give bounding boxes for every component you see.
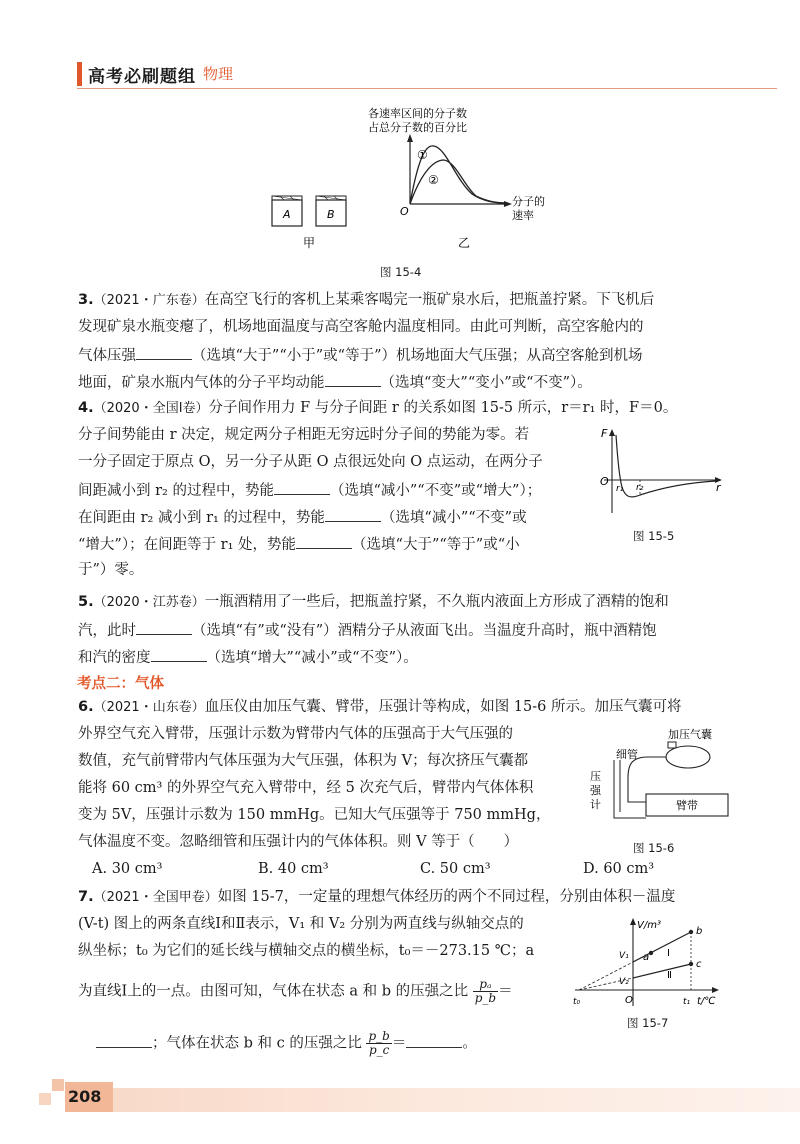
footer-band [100, 1088, 800, 1112]
force-curve [616, 435, 716, 497]
q7-equals-1: ＝ [498, 983, 513, 1000]
sub-label-yi: 乙 [458, 236, 471, 250]
q4-blank-1[interactable] [274, 480, 330, 495]
q6-option-b[interactable]: B. 40 cm³ [258, 861, 329, 877]
q5-blank-2[interactable] [151, 647, 207, 662]
q4-text-4a: 间距减小到 r₂ 的过程中，势能 [78, 483, 274, 499]
q3-text-4a: 地面，矿泉水瓶内气体的分子平均动能 [78, 375, 325, 391]
section-heading-gas: 考点二：气体 [77, 676, 164, 692]
q3-line4 [78, 372, 592, 392]
q7-blank-2[interactable] [406, 1033, 462, 1048]
r1-label: r₁ [616, 484, 624, 494]
q5-text-3a: 和汽的密度 [78, 650, 151, 666]
y-axis-label-line2: 占总分子数的百分比 [368, 121, 467, 134]
q6-option-c[interactable]: C. 50 cm³ [420, 861, 491, 877]
bulb-label: 加压气囊 [668, 728, 712, 741]
o-label: O [600, 475, 609, 488]
q4-line6 [78, 534, 520, 554]
q5-blank-1[interactable] [136, 620, 192, 635]
r2-label: r₂ [636, 483, 644, 493]
q4-source: （2020・全国Ⅰ卷） [93, 401, 209, 416]
q7-fraction-bc [366, 1030, 391, 1057]
q4-text-6a: “增大”）；在间距等于 r₁ 处，势能 [78, 537, 297, 553]
bulb-valve [668, 742, 676, 748]
footer-decor-square-1 [52, 1079, 64, 1091]
line-ii [633, 964, 691, 978]
q4-number: 4. [78, 400, 94, 416]
q4-text-5b: （选填“减小”“不变”或 [380, 510, 527, 526]
q4-text-6b: （选填“大于”“等于”或“小 [352, 537, 520, 553]
q7-period: 。 [462, 1035, 477, 1052]
curve-1-label: ① [417, 148, 428, 162]
q5-text-2a: 汽，此时 [78, 623, 136, 639]
line-i [633, 932, 691, 962]
q7-source: （2021・全国甲卷） [93, 890, 218, 905]
q5-line3 [78, 647, 418, 667]
box-b [316, 196, 346, 226]
q3-blank-2[interactable] [325, 372, 381, 387]
line-i-label: Ⅰ [667, 948, 670, 959]
q4-line3: 一分子固定于原点 O，另一分子从距 O 点很远处向 O 点运动，在两分子 [78, 454, 543, 470]
x-axis-label-line1: 分子的 [512, 195, 545, 208]
tube-label: 细管 [616, 748, 638, 761]
q3-number: 3. [78, 292, 94, 308]
figure-15-7-caption: 图 15-7 [627, 1016, 669, 1030]
q5-text-2b: （选填“有”或“没有”）酒精分子从液面飞出。当温度升高时，瓶中酒精饱 [192, 623, 657, 639]
footer-decor-square-2 [39, 1093, 51, 1105]
page-number: 208 [68, 1087, 102, 1106]
q6-line6: 气体温度不变。忽略细管和压强计内的气体体积。则 V 等于（ ） [78, 834, 519, 850]
header-rule [77, 88, 777, 89]
q7-frac2-numerator: p_b [368, 1029, 390, 1043]
t-axis-label: t/℃ [697, 996, 716, 1007]
point-a [649, 951, 653, 955]
figure-15-4-caption: 图 15-4 [380, 265, 422, 279]
q3-text-3a: 气体压强 [78, 348, 136, 364]
v-axis-label: V/m³ [637, 920, 661, 931]
q4-text-5a: 在间距由 r₂ 减小到 r₁ 的过程中，势能 [78, 510, 325, 526]
q6-line4: 能将 60 cm³ 的外界空气充入臂带中，经 5 次充气后，臂带内气体体积 [78, 780, 534, 796]
q3-blank-1[interactable] [136, 345, 192, 360]
header-subject: 物理 [203, 65, 234, 83]
origin-label: O [400, 205, 409, 218]
figure-15-7 [565, 912, 735, 1012]
q5-line1 [78, 593, 669, 612]
x-axis-arrow [504, 201, 512, 207]
t1-label: t₁ [683, 997, 691, 1007]
q7-line5 [96, 1030, 477, 1057]
q3-source: （2021・广东卷） [93, 293, 205, 308]
q7-line1 [78, 888, 675, 907]
q7-frac2-denominator: p_c [368, 1043, 390, 1057]
bulb-shape [666, 746, 710, 768]
figure-15-5-caption: 图 15-5 [633, 529, 675, 543]
q4-text-4b: （选填“减小”“不变”或“增大”）； [329, 483, 542, 499]
q6-line1 [78, 698, 682, 717]
q6-option-d[interactable]: D. 60 cm³ [583, 861, 655, 877]
figure-15-5 [598, 425, 728, 520]
q4-line7: 于”）零。 [78, 562, 144, 578]
y-axis-arrow [407, 134, 413, 142]
q6-text-1: 血压仪由加压气囊、臂带，压强计等构成，如图 15-6 所示。加压气囊可将 [204, 699, 682, 715]
q6-line5: 变为 5V，压强计示数为 150 mmHg。已知大气压强等于 750 mmHg， [78, 807, 551, 823]
q4-line2: 分子间势能由 r 决定，规定两分子相距无穷远时分子间的势能为零。若 [78, 427, 530, 443]
point-c-label: c [696, 959, 702, 970]
q7-text-5a: ；气体在状态 b 和 c 的压强之比 [152, 1035, 362, 1052]
q3-text-3b: （选填“大于”“小于”或“等于”）机场地面大气压强；从高空客舱到机场 [192, 348, 643, 364]
q6-line3: 数值，充气前臂带内气体压强为大气压强，体积为 V；每次挤压气囊都 [78, 753, 529, 769]
q7-text-4a: 为直线Ⅰ上的一点。由图可知，气体在状态 a 和 b 的压强之比 [78, 983, 469, 1000]
gauge-label-1: 压 [590, 770, 601, 783]
line-ii-label: Ⅱ [667, 970, 672, 981]
curve-2 [410, 160, 506, 204]
point-b-label: b [696, 926, 703, 937]
q4-line4 [78, 480, 541, 500]
q7-fraction-ab [473, 978, 498, 1005]
point-a-label: a [643, 952, 650, 963]
q7-blank-1[interactable] [96, 1033, 152, 1048]
q5-text-1: 一瓶酒精用了一些后，把瓶盖拧紧，不久瓶内液面上方形成了酒精的饱和 [204, 594, 669, 610]
f-label: F [601, 427, 608, 440]
header-title: 高考必刷题组 [88, 67, 196, 87]
t-axis-arrow [712, 987, 719, 993]
q4-blank-2[interactable] [325, 507, 381, 522]
q7-frac1-numerator: pₐ [473, 978, 498, 992]
f-axis-arrow [609, 429, 615, 436]
q4-line5 [78, 507, 527, 527]
q3-line3 [78, 345, 642, 365]
q7-frac1-denominator: p_b [474, 991, 497, 1005]
q4-blank-3[interactable] [296, 534, 352, 549]
r-label: r [716, 481, 721, 494]
q3-line2: 发现矿泉水瓶变瘪了，机场地面温度与高空客舱内温度相同。由此可判断，高空客舱内的 [78, 319, 644, 335]
q5-source: （2020・江苏卷） [93, 595, 205, 610]
q5-line2 [78, 620, 657, 640]
q7-line2: (V-t) 图上的两条直线Ⅰ和Ⅱ表示，V₁ 和 V₂ 分别为两直线与纵轴交点的 [78, 916, 524, 932]
q6-number: 6. [78, 699, 94, 715]
point-c [689, 962, 693, 966]
sub-label-jia: 甲 [303, 236, 316, 250]
q5-text-3b: （选填“增大”“减小”或“不变”）。 [206, 650, 418, 666]
origin-label-157: O [625, 995, 633, 1006]
gauge-label-3: 计 [590, 798, 601, 811]
q6-source: （2021・山东卷） [93, 700, 205, 715]
q6-option-a[interactable]: A. 30 cm³ [92, 861, 163, 877]
v2-label: V₂ [619, 977, 629, 987]
q7-line3: 纵坐标；t₀ 为它们的延长线与横轴交点的横坐标，t₀＝－273.15 ℃；a [78, 943, 535, 959]
q3-line1 [78, 291, 654, 310]
q7-line4 [78, 978, 513, 1005]
box-a [272, 196, 302, 226]
header-accent-bar [77, 62, 82, 86]
gauge-tube-bottom [614, 812, 646, 818]
q4-text-1: 分子间作用力 F 与分子间距 r 的关系如图 15-5 所示，r＝r₁ 时，F＝0。 [208, 400, 678, 416]
box-a-label: A [283, 208, 291, 221]
q3-text-1: 在高空飞行的客机上某乘客喝完一瓶矿泉水后，把瓶盖拧紧。下飞机后 [204, 292, 655, 308]
q6-line2: 外界空气充入臂带，压强计示数为臂带内气体的压强高于大气压强的 [78, 726, 513, 742]
v-axis-arrow [630, 918, 636, 925]
figure-15-4 [250, 100, 570, 290]
figure-15-6-caption: 图 15-6 [633, 841, 675, 855]
gauge-label-2: 强 [590, 784, 601, 797]
q7-equals-2: ＝ [391, 1035, 407, 1052]
thin-tube [628, 757, 666, 802]
q3-text-4b: （选填“变大”“变小”或“不变”）。 [380, 375, 592, 391]
q4-line1 [78, 399, 677, 418]
figure-15-6 [588, 720, 738, 835]
q7-text-1: 如图 15-7，一定量的理想气体经历的两个不同过程，分别由体积－温度 [217, 889, 676, 905]
box-b-label: B [327, 208, 335, 221]
t0-label: t₀ [573, 997, 581, 1007]
cuff-label: 臂带 [676, 799, 698, 812]
q5-number: 5. [78, 594, 94, 610]
v1-label: V₁ [619, 951, 629, 961]
q7-number: 7. [78, 889, 94, 905]
point-b [689, 930, 693, 934]
curve-2-label: ② [428, 173, 439, 187]
y-axis-label-line1: 各速率区间的分子数 [368, 107, 467, 120]
x-axis-label-line2: 速率 [512, 209, 534, 222]
